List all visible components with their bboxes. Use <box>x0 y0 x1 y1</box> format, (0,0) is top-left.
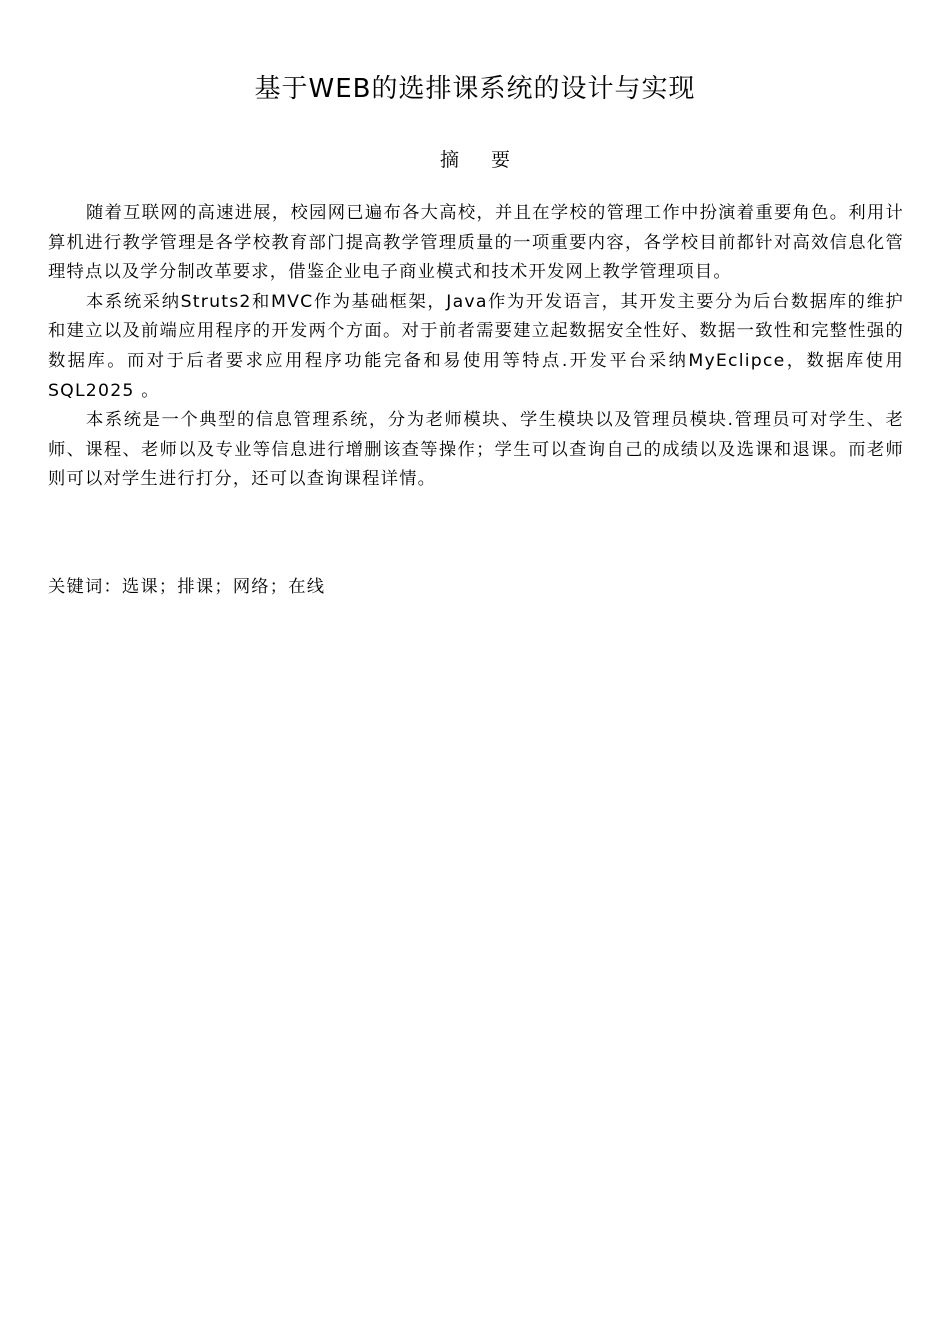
document-title: 基于WEB的选排课系统的设计与实现 <box>254 74 696 104</box>
abstract-heading: 摘要 <box>439 149 542 171</box>
abstract-body <box>48 199 904 495</box>
abstract-paragraph: 本系统采纳Struts2和MVC作为基础框架，Java作为开发语言，其开发主要分为后台数据库的维护和建立以及前端应用程序的开发两个方面。对于前者需要建立起数据安全性好、数据一致性和完整性强的数据库。而对于后者要求应用程序功能完备和易使用等特点.开发平台采纳MyEclipce，数据库使用SQL2025 。 <box>48 291 904 401</box>
keywords-line: 关键词：选课；排课；网络；在线 <box>48 577 326 597</box>
abstract-paragraph: 随着互联网的高速进展，校园网已遍布各大高校，并且在学校的管理工作中扮演着重要角色。利用计算机进行教学管理是各学校教育部门提高教学管理质量的一项重要内容，各学校目前都针对高效信息化管理特点以及学分制改革要求，借鉴企业电子商业模式和技术开发网上教学管理项目。 <box>48 203 904 283</box>
abstract-paragraph: 本系统是一个典型的信息管理系统，分为老师模块、学生模块以及管理员模块.管理员可对学生、老师、课程、老师以及专业等信息进行增删该查等操作；学生可以查询自己的成绩以及选课和退课。而老师则可以对学生进行打分，还可以查询课程详情。 <box>48 410 904 490</box>
